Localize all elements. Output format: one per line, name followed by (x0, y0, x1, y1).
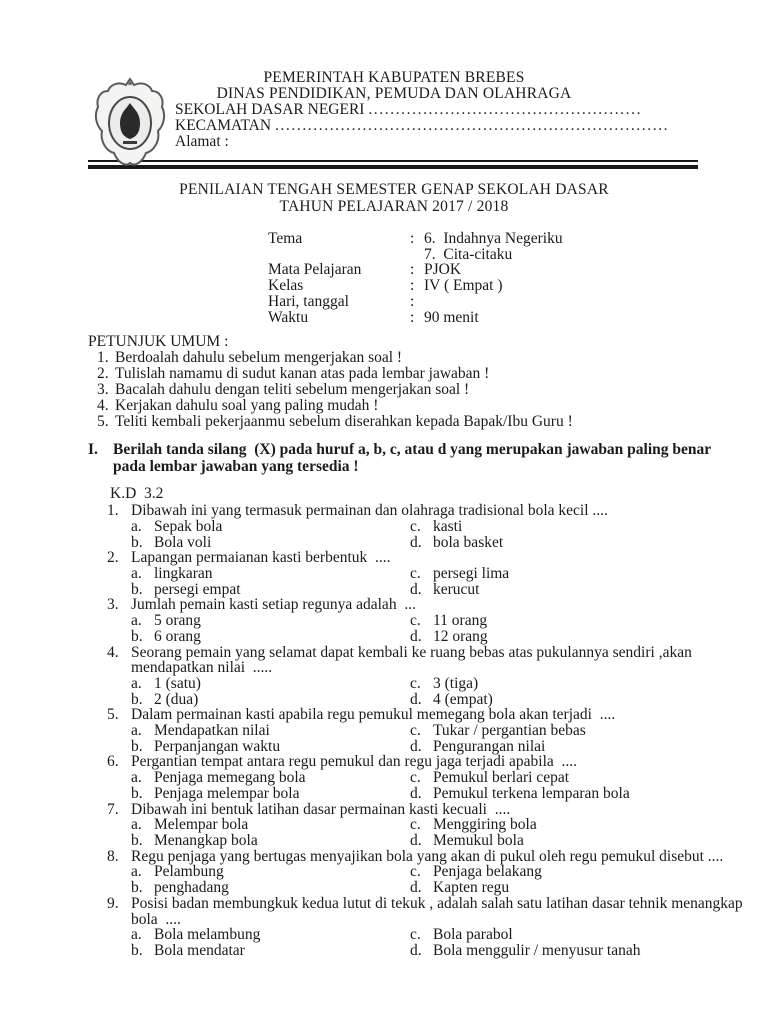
detail-value: PJOK (424, 261, 462, 279)
option-letter: b. (131, 627, 143, 645)
option-b: b. 2 (dua) (131, 690, 199, 708)
exam-title-block (88, 182, 700, 215)
question-text: Posisi badan membungkuk kedua lutut di tekuk , adalah salah satu latihan dasar tehnik menangkap bola .... (131, 894, 747, 928)
question-text: Dalam permainan kasti apabila regu pemukul memegang bola akan terjadi .... (131, 706, 616, 724)
option-b: b. persegi empat (131, 580, 241, 598)
question-number: 4. (107, 643, 119, 661)
option-letter: d. (410, 737, 422, 755)
question-number: 7. (107, 800, 119, 818)
detail-value: 7. Cita-citaku (424, 245, 513, 263)
letterhead-district-line (175, 118, 700, 134)
detail-label: Mata Pelajaran (268, 261, 362, 279)
detail-colon: : (410, 292, 415, 310)
section-1-heading (88, 442, 748, 475)
option-letter: c. (410, 674, 421, 692)
detail-colon: : (410, 277, 415, 295)
detail-value: IV ( Empat ) (424, 277, 503, 295)
detail-row-waktu (268, 310, 748, 326)
question-7 (88, 802, 748, 849)
option-letter: b. (131, 533, 143, 551)
question-6 (88, 754, 748, 801)
option-a: a. Bola melambung (131, 926, 261, 944)
exam-details (268, 231, 748, 325)
option-letter: c. (410, 722, 421, 740)
question-number: 3. (107, 596, 119, 614)
option-letter: d. (410, 690, 422, 708)
option-letter: c. (410, 769, 421, 787)
option-letter: a. (131, 612, 142, 630)
instruction-item (97, 350, 748, 366)
question-number: 6. (107, 753, 119, 771)
question-2 (88, 550, 748, 597)
detail-colon: : (410, 230, 415, 247)
option-letter: d. (410, 580, 422, 598)
option-letter: b. (131, 879, 143, 897)
detail-value: 90 menit (424, 308, 479, 326)
option-a: a. Sepak bola (131, 517, 223, 535)
question-4 (88, 645, 748, 708)
option-b: b. Perpanjangan waktu (131, 737, 281, 755)
question-text: Dibawah ini yang termasuk permainan dan olahraga tradisional bola kecil .... (131, 502, 608, 520)
option-letter: d. (410, 627, 422, 645)
option-d: d. 12 orang (410, 627, 488, 645)
option-letter: c. (410, 926, 421, 944)
question-8 (88, 849, 748, 896)
instruction-item (97, 414, 748, 430)
option-d: d. bola basket (410, 533, 504, 551)
detail-row-tema-2 (268, 247, 748, 263)
option-letter: d. (410, 941, 422, 959)
detail-label: Tema (268, 230, 303, 247)
option-a: a. Penjaga memegang bola (131, 769, 306, 787)
instruction-number: 2. (97, 365, 109, 383)
option-c: c. Penjaga belakang (410, 863, 542, 881)
detail-label (268, 247, 410, 263)
option-letter: d. (410, 831, 422, 849)
option-letter: b. (131, 580, 143, 598)
question-text: Jumlah pemain kasti setiap regunya adalah ... (131, 596, 416, 614)
option-letter: a. (131, 674, 142, 692)
option-letter: b. (131, 690, 143, 708)
instruction-text: Teliti kembali pekerjaanmu sebelum diserahkan kepada Bapak/Ibu Guru ! (115, 413, 573, 431)
letterhead-school-line (175, 102, 700, 118)
option-c: c. 3 (tiga) (410, 674, 479, 692)
question-text: Seorang pemain yang selamat dapat kembali ke ruang bebas atas pukulannya sendiri ,akan mendapatkan nilai ..... (131, 643, 696, 677)
detail-row-tema (268, 231, 748, 247)
option-c: c. 11 orang (410, 612, 488, 630)
option-letter: a. (131, 816, 142, 834)
option-b: b. Bola mendatar (131, 941, 245, 959)
detail-row-hari-tanggal (268, 294, 748, 310)
instructions-heading: PETUNJUK UMUM : (88, 333, 229, 351)
option-c: c. Menggiring bola (410, 816, 537, 834)
option-letter: c. (410, 863, 421, 881)
question-text: Dibawah ini bentuk latihan dasar permainan kasti kecuali .... (131, 800, 511, 818)
detail-colon: : (410, 261, 415, 279)
section-instruction-line1: Berilah tanda silang (X) pada huruf a, b, c, atau d yang merupakan jawaban paling benar (113, 441, 712, 459)
letterhead-address-line: Alamat : (175, 133, 229, 150)
multiple-choice-questions (88, 503, 748, 958)
exam-title-line2: TAHUN PELAJARAN 2017 / 2018 (279, 197, 509, 215)
option-c: c. kasti (410, 517, 463, 535)
section-number: I. (88, 441, 98, 459)
document-content (88, 0, 748, 959)
option-c: c. Pemukul berlari cepat (410, 769, 570, 787)
option-b: b. Penjaga melempar bola (131, 784, 300, 802)
instruction-number: 3. (97, 381, 109, 399)
detail-row-kelas (268, 278, 748, 294)
detail-label: Waktu (268, 308, 309, 326)
instruction-text: Bacalah dahulu dengan teliti sebelum mengerjakan soal ! (115, 381, 470, 399)
option-c: c. persegi lima (410, 565, 510, 583)
question-5 (88, 707, 748, 754)
option-letter: c. (410, 612, 421, 630)
kd-competency-label: K.D 3.2 (110, 485, 164, 503)
option-letter: a. (131, 517, 142, 535)
detail-colon (410, 247, 424, 263)
option-letter: b. (131, 941, 143, 959)
option-letter: a. (131, 769, 142, 787)
option-a: a. 1 (satu) (131, 674, 201, 692)
instruction-item (97, 382, 748, 398)
instruction-item (97, 398, 748, 414)
option-b: b. Menangkap bola (131, 831, 258, 849)
instructions-list (88, 350, 748, 430)
kecamatan-label: KECAMATAN (175, 117, 275, 134)
option-b: b. 6 orang (131, 627, 201, 645)
option-d: d. Memukul bola (410, 831, 524, 849)
question-1 (88, 503, 748, 550)
instruction-number: 1. (97, 349, 109, 367)
exam-title-line1: PENILAIAN TENGAH SEMESTER GENAP SEKOLAH DASAR (179, 181, 609, 198)
question-text: Pergantian tempat antara regu pemukul dan regu jaga terjadi apabila .... (131, 753, 578, 771)
option-letter: c. (410, 816, 421, 834)
detail-label: Kelas (268, 277, 304, 295)
brebes-regency-crest-icon (93, 76, 167, 170)
option-b: b. Bola voli (131, 533, 212, 551)
option-d: d. 4 (empat) (410, 690, 493, 708)
instruction-text: Tulislah namamu di sudut kanan atas pada lembar jawaban ! (115, 365, 490, 383)
question-9 (88, 896, 748, 959)
question-3 (88, 597, 748, 644)
option-c: c. Bola parabol (410, 926, 513, 944)
general-instructions (88, 334, 748, 430)
option-d: d. Pemukul terkena lemparan bola (410, 784, 630, 802)
section-instruction-line2: pada lembar jawaban yang tersedia ! (113, 457, 359, 475)
option-letter: d. (410, 879, 422, 897)
instruction-number: 5. (97, 413, 109, 431)
option-letter: c. (410, 517, 421, 535)
question-number: 9. (107, 894, 119, 912)
question-number: 1. (107, 502, 119, 520)
option-d: d. Pengurangan nilai (410, 737, 546, 755)
detail-colon: : (410, 308, 415, 326)
option-d: d. Bola menggulir / menyusur tanah (410, 941, 641, 959)
option-letter: d. (410, 784, 422, 802)
kecamatan-fill-in-dots: ........................................................................ (274, 117, 670, 134)
detail-row-mata-pelajaran (268, 262, 748, 278)
option-a: a. Mendapatkan nilai (131, 722, 270, 740)
option-a: a. 5 orang (131, 612, 201, 630)
option-letter: d. (410, 533, 422, 551)
detail-value: 6. Indahnya Negeriku (424, 230, 563, 247)
question-text: Regu penjaga yang bertugas menyajikan bola yang akan di pukul oleh regu pemukul disebut .... (131, 847, 724, 865)
instruction-item (97, 366, 748, 382)
option-b: b. penghadang (131, 879, 229, 897)
option-letter: a. (131, 722, 142, 740)
letterhead-divider (88, 160, 698, 169)
school-name-label: SEKOLAH DASAR NEGERI (175, 101, 369, 118)
option-d: d. kerucut (410, 580, 480, 598)
option-letter: b. (131, 831, 143, 849)
school-name-fill-in-dots: .................................................. (368, 101, 643, 118)
instruction-text: Berdoalah dahulu sebelum mengerjakan soal ! (115, 349, 403, 367)
option-letter: c. (410, 565, 421, 583)
section-instruction (113, 442, 711, 475)
option-c: c. Tukar / pergantian bebas (410, 722, 586, 740)
letterhead (88, 70, 700, 150)
question-number: 8. (107, 847, 119, 865)
option-d: d. Kapten regu (410, 879, 510, 897)
option-a: a. lingkaran (131, 565, 213, 583)
option-a: a. Pelambung (131, 863, 224, 881)
option-letter: a. (131, 926, 142, 944)
option-letter: b. (131, 784, 143, 802)
question-number: 2. (107, 549, 119, 567)
question-number: 5. (107, 706, 119, 724)
option-letter: a. (131, 863, 142, 881)
instruction-number: 4. (97, 397, 109, 415)
letterhead-department-line: DINAS PENDIDIKAN, PEMUDA DAN OLAHRAGA (216, 85, 572, 102)
option-a: a. Melempar bola (131, 816, 249, 834)
option-letter: b. (131, 737, 143, 755)
option-letter: a. (131, 565, 142, 583)
instruction-text: Kerjakan dahulu soal yang paling mudah ! (115, 397, 379, 415)
detail-label: Hari, tanggal (268, 292, 349, 310)
question-text: Lapangan permaianan kasti berbentuk .... (131, 549, 391, 567)
letterhead-government-line: PEMERINTAH KABUPATEN BREBES (263, 69, 525, 86)
